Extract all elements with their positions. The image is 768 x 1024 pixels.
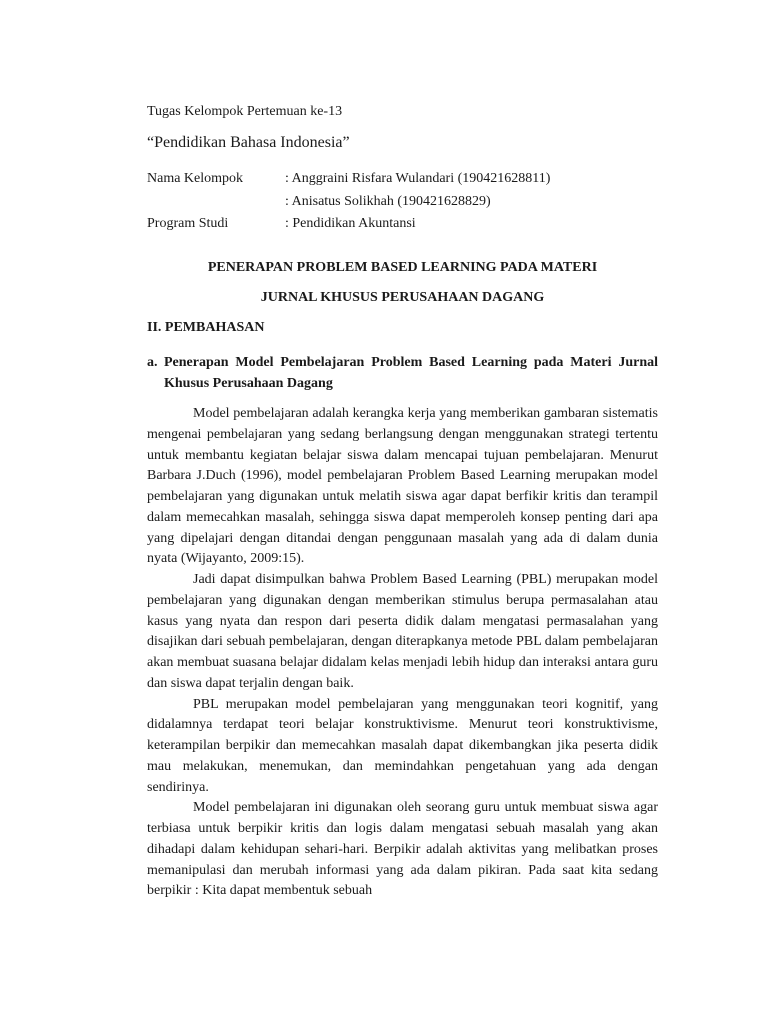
member-info <box>147 168 550 236</box>
paragraph: Jadi dapat disimpulkan bahwa Problem Based Learning (PBL) merupakan model pembelajaran yang digunakan dengan memberikan stimulus berupa permasalahan atau kasus yang nyata dan respon dari peserta didik dalam mengatasi permasalahan yang disajikan dari sebuah pembelajaran, dengan diterapkanya metode PBL dalam pembelajaran akan membuat suasana belajar didalam kelas menjadi lebih hidup dan interaksi antara guru dan siswa dapat terjalin dengan baik. <box>147 572 658 691</box>
title-line-1: PENERAPAN PROBLEM BASED LEARNING PADA MATERI <box>207 260 598 275</box>
paragraph: Model pembelajaran adalah kerangka kerja yang memberikan gambaran sistematis mengenai pembelajaran yang sedang berlangsung dengan menggunakan strategi tertentu untuk membantu kegiatan belajar siswa dalam mencapai tujuan pembelajaran. Menurut Barbara J.Duch (1996), model pembelajaran Problem Based Learning merupakan model pembelajaran yang digunakan untuk melatih siswa agar dapat berfikir kritis dan terampil dalam memecahkan masalah, sehingga siswa dapat memperoleh konsep penting dari apa yang dipelajari dengan ditandai dengan penggunaan masalah yang ada di dalam dunia nyata (Wijayanto, 2009:15). <box>147 406 658 567</box>
paragraph: PBL merupakan model pembelajaran yang menggunakan teori kognitif, yang didalamnya terdapat teori belajar konstruktivisme. Menurut teori konstruktivisme, keterampilan berpikir dan memecahkan masalah dapat dikembangkan jika peserta didik mau melakukan, menemukan, dan memindahkan pengetahuan yang ada dengan sendirinya. <box>147 696 658 795</box>
group-member-2: : Anisatus Solikhah (190421628829) <box>285 193 491 209</box>
program-label: Program Studi <box>147 216 229 231</box>
program-row <box>147 213 550 236</box>
group-row-1 <box>147 168 550 191</box>
group-label: Nama Kelompok <box>147 171 244 186</box>
group-label-spacer <box>147 191 285 214</box>
body-text <box>147 404 658 902</box>
paragraph: Model pembelajaran ini digunakan oleh seorang guru untuk membuat siswa agar terbiasa untuk berpikir kritis dan logis dalam mengatasi sebuah masalah yang akan dihadapi dalam kehidupan sehari-hari. Berpikir adalah aktivitas yang melibatkan proses memanipulasi dan merubah informasi yang ada dalam pikiran. Pada saat kita sedang berpikir : Kita dapat membentuk sebuah <box>147 800 658 899</box>
subsection-text: Penerapan Model Pembelajaran Problem Based Learning pada Materi Jurnal Khusus Perusahaan Dagang <box>164 355 658 391</box>
section-heading: II. PEMBAHASAN <box>147 320 265 335</box>
subsection-label: a. <box>147 355 158 370</box>
group-row-2 <box>147 191 550 214</box>
course-line: Tugas Kelompok Pertemuan ke-13 <box>147 104 343 119</box>
subject-line: “Pendidikan Bahasa Indonesia” <box>147 134 350 151</box>
group-member-1: : Anggraini Risfara Wulandari (190421628811) <box>285 171 551 186</box>
subsection-heading <box>147 352 658 394</box>
title-line-2: JURNAL KHUSUS PERUSAHAAN DAGANG <box>260 290 545 305</box>
program-value: : Pendidikan Akuntansi <box>285 216 416 231</box>
